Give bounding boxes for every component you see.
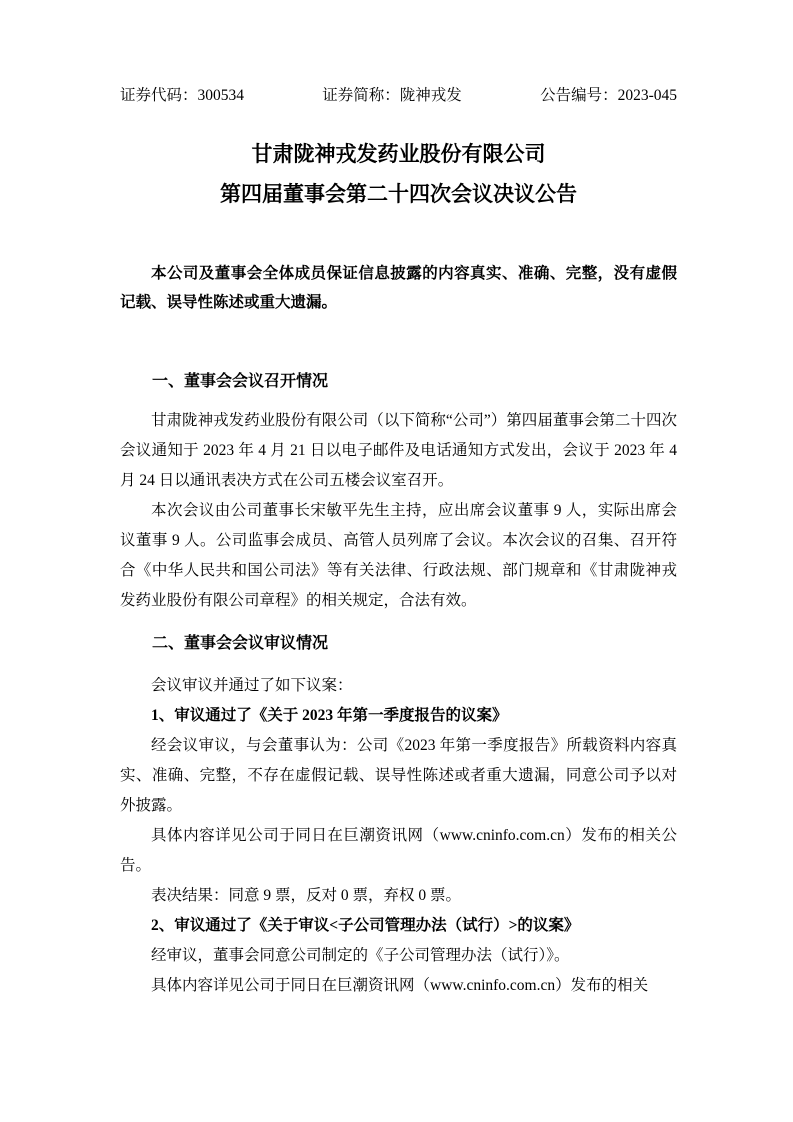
stock-short-name: 证券简称：陇神戎发 xyxy=(322,87,462,104)
motion1-disclosure-paragraph: 具体内容详见公司于同日在巨潮资讯网（www.cninfo.com.cn）发布的相关公告。 xyxy=(120,827,677,874)
motion2-disclosure-paragraph: 具体内容详见公司于同日在巨潮资讯网（www.cninfo.com.cn）发布的相关 xyxy=(151,977,649,994)
section1-attendance-paragraph: 本次会议由公司董事长宋敏平先生主持，应出席会议董事 9 人，实际出席会议董事 9 人。公司监事会成员、高管人员列席了会议。本次会议的召集、召开符合《中华人民共和国公司法》等有关法律、行政法规、部门规章和《甘肃陇神戎发药业股份有限公司章程》的相关规定，合法有效。 xyxy=(120,502,677,609)
section1-heading: 一、董事会会议召开情况 xyxy=(152,373,329,390)
motion2-review-paragraph: 经审议，董事会同意公司制定的《子公司管理办法（试行）》。 xyxy=(151,947,570,964)
disclaimer-statement: 本公司及董事会全体成员保证信息披露的内容真实、准确、完整，没有虚假记载、误导性陈述或重大遗漏。 xyxy=(120,265,677,311)
meeting-resolution-title: 第四届董事会第二十四次会议决议公告 xyxy=(220,182,577,206)
motion2-title: 2、审议通过了《关于审议<子公司管理办法（试行）>的议案》 xyxy=(151,917,580,934)
motion1-vote-result: 表决结果：同意 9 票，反对 0 票，弃权 0 票。 xyxy=(151,887,462,904)
doc-header xyxy=(120,86,677,106)
section2-intro: 会议审议并通过了如下议案： xyxy=(151,677,353,694)
motion1-review-paragraph: 经会议审议，与会董事认为：公司《2023 年第一季度报告》所载资料内容真实、准确、完整，不存在虚假记载、误导性陈述或者重大遗漏，同意公司予以对外披露。 xyxy=(120,737,677,814)
stock-code: 证券代码：300534 xyxy=(120,87,245,104)
section1-meeting-notice-paragraph: 甘肃陇神戎发药业股份有限公司（以下简称“公司”）第四届董事会第二十四次会议通知于 2023 年 4 月 21 日以电子邮件及电话通知方式发出，会议于 2023 年 4 月 24 日以通讯表决方式在公司五楼会议室召开。 xyxy=(120,412,677,489)
motion1-title: 1、审议通过了《关于 2023 年第一季度报告的议案》 xyxy=(151,707,508,724)
section2-heading: 二、董事会会议审议情况 xyxy=(152,635,329,652)
announcement-number: 公告编号：2023-045 xyxy=(540,87,677,104)
company-name-title: 甘肃陇神戎发药业股份有限公司 xyxy=(251,142,546,166)
